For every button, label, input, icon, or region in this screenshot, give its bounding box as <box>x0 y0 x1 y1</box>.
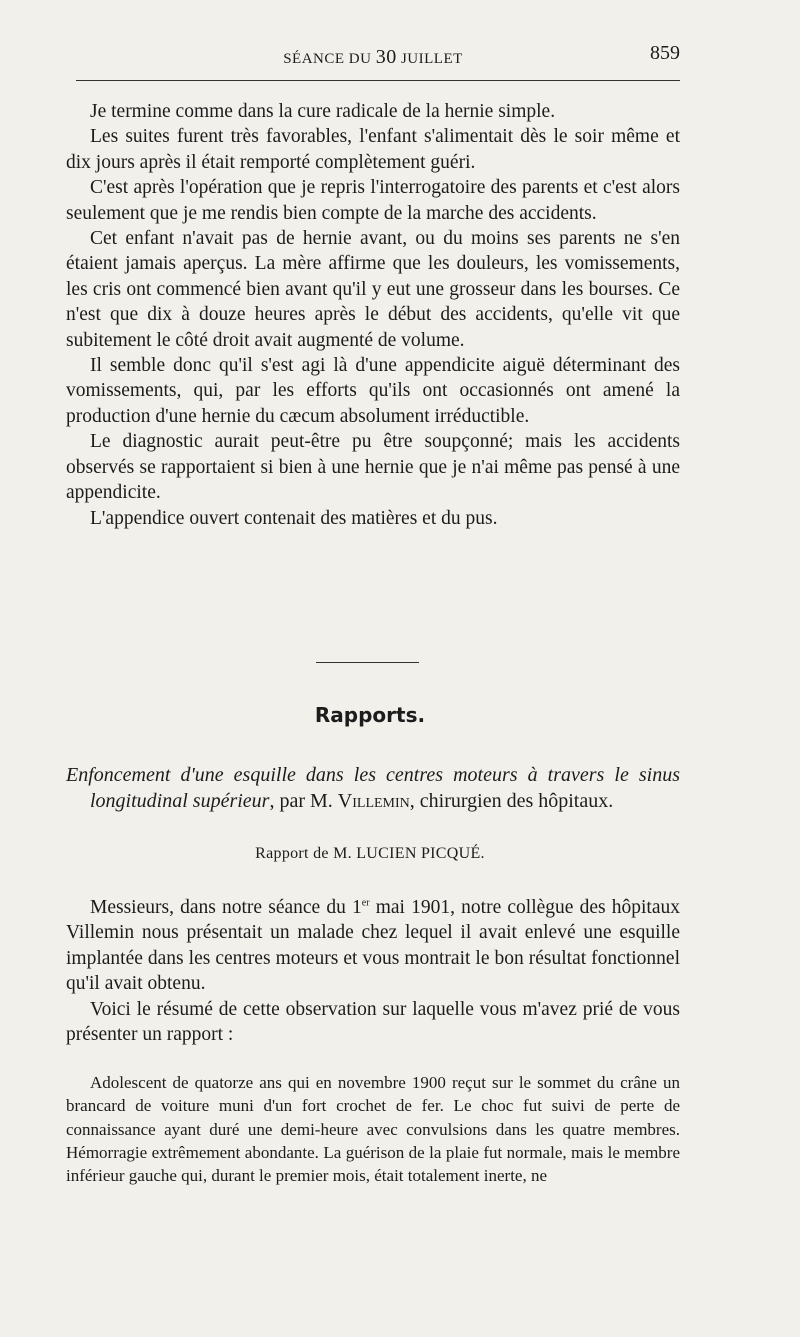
report-paragraph: Voici le résumé de cette observation sur laquelle vous m'avez prié de vous présenter un rapport : <box>66 998 680 1046</box>
running-head-day: 30 <box>375 46 397 68</box>
rapporteur-line: Rapport de M. LUCIEN PICQUÉ. <box>255 845 485 862</box>
article-title <box>66 763 680 814</box>
body-text <box>66 99 680 531</box>
body-paragraph: Les suites furent très favorables, l'enfant s'alimentait dès le soir même et dix jours après il était remporté complètement guéri. <box>66 126 680 173</box>
running-head-title <box>66 46 680 69</box>
article-title-text: Enfoncement d'une esquille dans les centres moteurs à travers le sinus longitudinal supérieur <box>66 764 680 812</box>
body-paragraph: Il semble donc qu'il s'est agi là d'une appendicite aiguë déterminant des vomissements, qui, par les efforts qu'ils ont occasionnés ont amené la production d'une hernie du cæcum absolument irréductible. <box>66 355 680 427</box>
report-text <box>66 895 680 1047</box>
body-paragraph: C'est après l'opération que je repris l'interrogatoire des parents et c'est alors seulement que je me rendis bien compte de la marche des accidents. <box>66 177 680 224</box>
running-head <box>66 40 680 68</box>
report-p1-start: Messieurs, dans notre séance du 1 <box>90 897 362 918</box>
body-paragraph: Je termine comme dans la cure radicale de la hernie simple. <box>90 101 556 122</box>
running-head-title-start: SÉANCE DU <box>283 51 376 67</box>
observation-paragraph: Adolescent de quatorze ans qui en novembre 1900 reçut sur le sommet du crâne un brancard de voiture muni d'un fort crochet de fer. Le choc fut suivi de perte de connaissance ayant duré une demi-heure avec convulsions dans les quatre membres. Hémorragie extrêmement abondante. La guérison de la plaie fut normale, mais le membre inférieur gauche qui, durant le premier mois, était totalement inerte, ne <box>66 1073 680 1186</box>
page-number: 859 <box>650 42 680 64</box>
body-paragraph: Le diagnostic aurait peut-être pu être soupçonné; mais les accidents observés se rapportaient si bien à une hernie que je n'ai même pas pensé à une appendicite. <box>66 431 680 504</box>
section-heading: Rapports. <box>314 703 426 727</box>
header-rule <box>76 80 680 81</box>
report-paragraph <box>66 895 680 997</box>
body-paragraph: L'appendice ouvert contenait des matières et du pus. <box>90 507 498 529</box>
section-separator <box>316 662 419 663</box>
report-p1-end: mai 1901, notre collègue des hôpitaux Villemin nous présentait un malade chez lequel il avait enlevé une esquille implantée dans les centres moteurs et vous montrait le bon résultat fonctionnel qu'il avait obtenu. <box>66 897 680 995</box>
article-author-role: , chirurgien des hôpitaux. <box>409 789 614 812</box>
ordinal-superscript: er <box>361 897 370 909</box>
article-by: , par M. <box>269 789 338 812</box>
observation-text <box>66 1071 680 1187</box>
article-author: Villemin <box>337 789 410 812</box>
running-head-month: JUILLET <box>396 51 463 67</box>
body-paragraph: Cet enfant n'avait pas de hernie avant, ou du moins ses parents ne s'en étaient jamais aperçus. La mère affirme que les douleurs, les vomissements, les cris ont commencé bien avant qu'il y eut une grosseur dans les bourses. Ce n'est que dix à douze heures après le début des accidents, qu'elle vit que subitement le côté droit avait augmenté de volume. <box>66 228 680 351</box>
